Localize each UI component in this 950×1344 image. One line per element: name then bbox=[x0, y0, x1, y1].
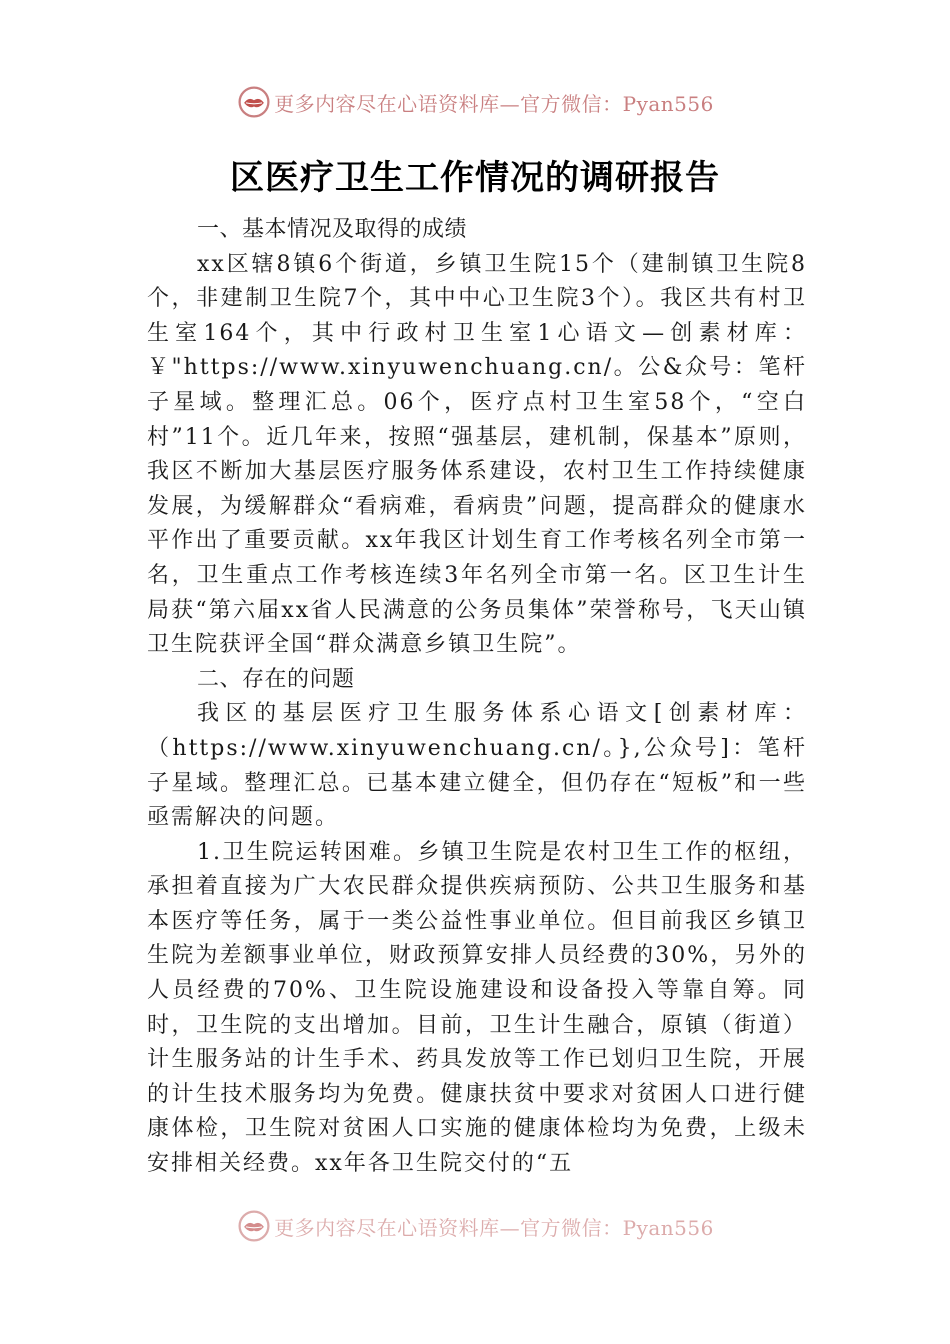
lips-logo-icon bbox=[236, 1208, 272, 1244]
watermark-text: 更多内容尽在心语资料库—官方微信：Pyan556 bbox=[274, 91, 714, 116]
watermark-banner-bottom bbox=[0, 1206, 950, 1246]
paragraph: xx区辖8镇6个街道，乡镇卫生院15个（建制镇卫生院8个，非建制卫生院7个，其中中心卫生院3个）。我区共有村卫生室164个，其中行政村卫生室1心语文—创素材库：￥"https://www.xinyuwenchuang.cn/。公&众号：笔杆子星域。整理汇总。06个，医疗点村卫生室58个，“空白村”11个。近几年来，按照“强基层，建机制，保基本”原则，我区不断加大基层医疗服务体系建设，农村卫生工作持续健康发展，为缓解群众“看病难，看病贵”问题，提高群众的健康水平作出了重要贡献。xx年我区计划生育工作考核名列全市第一名，卫生重点工作考核连续3年名列全市第一名。区卫生计生局获“第六届xx省人民满意的公务员集体”荣誉称号，飞天山镇卫生院获评全国“群众满意乡镇卫生院”。 bbox=[147, 251, 807, 658]
section-heading: 一、基本情况及取得的成绩 bbox=[197, 217, 468, 242]
watermark-text: 更多内容尽在心语资料库—官方微信：Pyan556 bbox=[274, 1215, 714, 1240]
paragraph: 我区的基层医疗卫生服务体系心语文[创素材库：（https://www.xinyuwenchuang.cn/。},公众号]：笔杆子星域。整理汇总。已基本建立健全，但仍存在“短板”和一些亟需解决的问题。 bbox=[147, 701, 807, 831]
document-title: 区医疗卫生工作情况的调研报告 bbox=[230, 158, 720, 198]
paragraph: 1.卫生院运转困难。乡镇卫生院是农村卫生工作的枢纽，承担着直接为广大农民群众提供疾病预防、公共卫生服务和基本医疗等任务，属于一类公益性事业单位。但目前我区乡镇卫生院为差额事业单位，财政预算安排人员经费的30%，另外的人员经费的70%、卫生院设施建设和设备投入等靠自筹。同时，卫生院的支出增加。目前，卫生计生融合，原镇（街道）计生服务站的计生手术、药具发放等工作已划归卫生院，开展的计生技术服务均为免费。健康扶贫中要求对贫困人口进行健康体检，卫生院对贫困人口实施的健康体检均为免费，上级未安排相关经费。xx年各卫生院交付的“五 bbox=[147, 839, 807, 1177]
watermark-banner-top bbox=[0, 82, 950, 122]
document-body bbox=[147, 213, 807, 1182]
section-heading: 二、存在的问题 bbox=[197, 666, 355, 692]
lips-logo-icon bbox=[236, 84, 272, 120]
